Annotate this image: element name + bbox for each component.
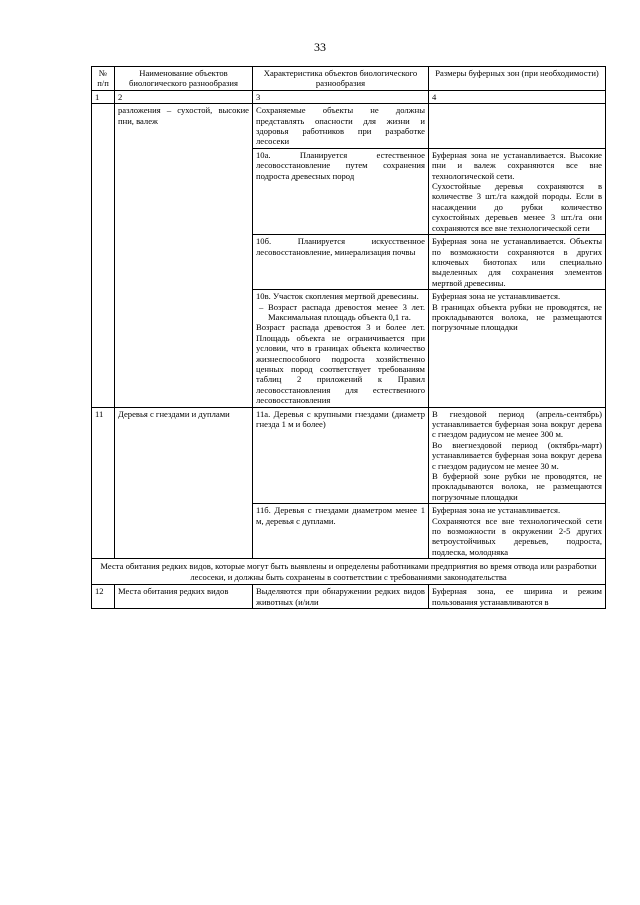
description-text: – Возраст распада древостоя менее 3 лет. Максимальная площадь объекта 0,1 га. [259, 301, 425, 322]
column-number-row [92, 90, 606, 103]
buffer-text: Во внегнездовой период (октябрь-март) устанавливается буферная зона вокруг дерева с гнездом радиусом не менее 30 м. [432, 439, 602, 471]
header-name: Наименование объектов биологического разнообразия [115, 67, 253, 91]
header-description: Характеристика объектов биологического разнообразия [253, 67, 429, 91]
row-buffer: Буферная зона не устанавливается. Объекты по возможности сохраняются в других ключевых биотопах или специально выделенных для сохранения элементов мертвой древесины. [429, 235, 606, 290]
row-description: 10а. Планируется естественное лесовосстановление путем сохранения подроста древесных пород [253, 148, 429, 234]
row-buffer: Буферная зона, ее ширина и режим пользования устанавливаются в [429, 585, 606, 609]
row-description: Сохраняемые объекты не должны представлять опасности для жизни и здоровья работников при разработке лесосеки [253, 104, 429, 149]
row-buffer [429, 148, 606, 234]
col-number-1: 1 [92, 90, 115, 103]
col-number-2: 2 [115, 90, 253, 103]
section-note-row [92, 559, 606, 585]
row-buffer [429, 104, 606, 149]
row-description: 10б. Планируется искусственное лесовосстановление, минерализация почвы [253, 235, 429, 290]
row-buffer [429, 504, 606, 559]
buffer-text: Буферная зона не устанавливается. [432, 505, 561, 516]
row-buffer [429, 290, 606, 407]
page-number: 33 [314, 40, 326, 54]
row-num-cell [92, 104, 115, 407]
col-number-4: 4 [429, 90, 606, 103]
header-row [92, 67, 606, 91]
row-description: Выделяются при обнаружении редких видов животных (и/или [253, 585, 429, 609]
description-text: Возраст распада древостоя 3 и более лет. Площадь объекта не ограничивается при условии, что в границах объекта количество жизнеспособного подроста хозяйственно ценных пород соответствует требованиям таблиц 2 приложений к Правил лесовосстановления для естественного лесовосстановления [256, 322, 425, 406]
row-num: 12 [92, 585, 115, 609]
buffer-text: В гнездовой период (апрель-сентябрь) устанавливается буферная зона вокруг дерева с гнездом радиусом не менее 300 м. [432, 408, 602, 440]
row-buffer [429, 407, 606, 504]
description-text: 10в. Участок скопления мертвой древесины. [256, 291, 419, 302]
row-description: 11а. Деревья с крупными гнездами (диаметр гнезда 1 м и более) [253, 407, 429, 504]
row-num: 11 [92, 407, 115, 559]
row-name: Места обитания редких видов [115, 585, 253, 609]
buffer-text: В границах объекта рубки не проводятся, не прокладываются волока, не размещаются погрузочные площадки [432, 301, 602, 333]
table-row [92, 407, 606, 504]
buffer-text: Сохраняются все вне технологической сети по возможности в окружении 2-5 других ветроустойчивых деревьев, подроста, подлеска, молодняка [432, 515, 602, 557]
biodiversity-table [91, 66, 606, 609]
buffer-text: Сухостойные деревья сохраняются в количестве 3 шт./га каждой породы. Если в насаждении до рубки количество сухостойных деревьев менее 3 шт./га они сохраняются все вне технологической сети [432, 181, 602, 233]
row-description [253, 290, 429, 407]
buffer-text: В буферной зоне рубки не проводятся, не прокладываются волока, не размещаются погрузочные площадки [432, 471, 602, 502]
row-description: 11б. Деревья с гнездами диаметром менее 1 м, деревья с дуплами. [253, 504, 429, 559]
row-name: Деревья с гнездами и дуплами [115, 407, 253, 559]
buffer-text: Буферная зона не устанавливается. [432, 291, 561, 302]
table-row [92, 585, 606, 609]
row-name: разложения – сухостой, высокие пни, валеж [115, 104, 253, 407]
header-buffer: Размеры буферных зон (при необходимости) [429, 67, 606, 91]
table-row [92, 104, 606, 149]
col-number-3: 3 [253, 90, 429, 103]
buffer-text: Буферная зона не устанавливается. Высокие пни и валеж сохраняются все вне технологической сети. [432, 149, 602, 181]
section-note: Места обитания редких видов, которые могут быть выявлены и определены работниками предприятия во время отвода или разработки лесосеки, и должны быть сохранены в соответствии с требованиями законодательства [92, 559, 606, 585]
header-num: № п/п [92, 67, 115, 91]
